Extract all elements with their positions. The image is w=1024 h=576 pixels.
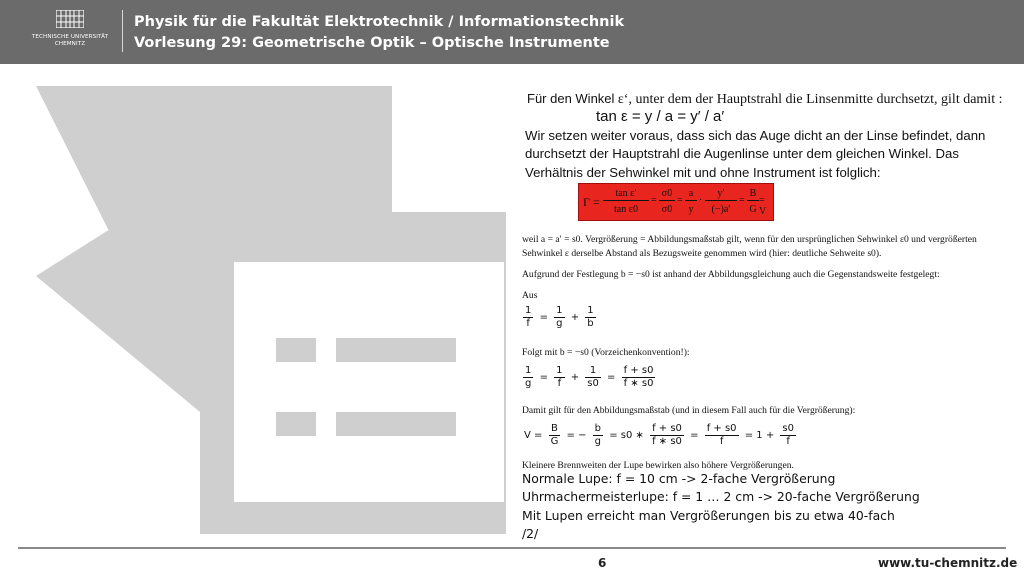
lens-equation bbox=[522, 305, 597, 330]
eq1-b-num: 1 bbox=[587, 305, 594, 316]
box-dot: · bbox=[699, 195, 703, 206]
eq1-l-num: 1 bbox=[525, 305, 532, 316]
eq1-eq: = bbox=[539, 312, 548, 323]
eq1-a-num: 1 bbox=[556, 305, 563, 316]
eq3-a-num: B bbox=[549, 423, 561, 436]
tan-equation: tan ε = y / a = y′ / a′ bbox=[596, 108, 725, 125]
eq1-b-den: b bbox=[587, 318, 594, 329]
box-f3-den: y bbox=[688, 204, 694, 215]
box-f1-den: tan ε0 bbox=[614, 204, 638, 215]
summary-line-3: Mit Lupen erreicht man Vergrößerungen bis zu etwa 40-fach bbox=[522, 507, 895, 523]
university-name bbox=[24, 34, 116, 48]
main-paragraph: Wir setzen weiter voraus, dass sich das Auge dicht an der Linse befindet, dann durchsetzt der Hauptstrahl die Augenlinse unter dem gleichen Winkel. Das Verhältnis der Sehwinkel mit und ohne Instrument ist folglich: bbox=[525, 128, 986, 180]
intro-text bbox=[527, 90, 1005, 109]
eq2-a-num: 1 bbox=[556, 365, 563, 376]
gamma-label: Γ = bbox=[583, 195, 600, 209]
decorative-placeholder-graphic bbox=[0, 64, 512, 534]
page-number: 6 bbox=[598, 556, 607, 570]
box-f2-den: σ0 bbox=[661, 204, 673, 215]
university-line2: CHEMNITZ bbox=[54, 41, 86, 47]
summary-line-2: Uhrmachermeisterlupe: f = 1 … 2 cm -> 20-fache Vergrößerung bbox=[522, 489, 920, 505]
eq2-eq: = bbox=[539, 372, 548, 383]
weil-text: weil a = a′ = s0. Vergrößerung = Abbildungsmaßstab gilt, wenn für den ursprünglichen Sehwinkel ε0 und vergrößerten Sehwinkel ε derselbe Abstand als Bezugsweite genommen wird (hier: deutliche Sehweite s0). bbox=[522, 234, 977, 259]
course-title: Physik für die Fakultät Elektrotechnik / Informationstechnik bbox=[134, 14, 625, 30]
eq2-plus: + bbox=[570, 372, 580, 383]
header-bar bbox=[0, 0, 1024, 64]
eq2-c-den: f ∗ s0 bbox=[623, 378, 654, 389]
box-eq2: = bbox=[677, 195, 683, 206]
folgt-text: Folgt mit b = −s0 (Vorzeichenkonvention!): bbox=[522, 347, 690, 358]
magnification-formula-box bbox=[578, 183, 774, 221]
eq1-plus: + bbox=[570, 312, 580, 323]
footer-divider bbox=[18, 547, 1006, 549]
damit-text: Damit gilt für den Abbildungsmaßstab (und in diesem Fall auch für die Vergrößerung): bbox=[522, 405, 856, 416]
frame-inner bbox=[234, 262, 504, 502]
box-f5-den: G bbox=[749, 204, 757, 215]
eq3-b-num: b bbox=[594, 423, 602, 434]
box-eq1: = bbox=[651, 195, 657, 206]
summary-block bbox=[522, 470, 1004, 544]
eq3-mid: = − bbox=[566, 430, 587, 441]
eq3-lhs: V = bbox=[524, 430, 543, 441]
footer-url: www.tu-chemnitz.de bbox=[878, 556, 1018, 570]
box-f3-num: a bbox=[685, 187, 697, 201]
university-building-icon bbox=[56, 10, 84, 28]
eq2-l-num: 1 bbox=[525, 365, 532, 376]
placeholder-square-1 bbox=[276, 338, 316, 362]
eq3-mid2: = s0 ∗ bbox=[609, 430, 644, 441]
eq3-a-den: G bbox=[550, 436, 559, 447]
eq3-b-den: g bbox=[594, 436, 602, 447]
placeholder-bar-2 bbox=[336, 412, 456, 436]
lecture-title: Vorlesung 29: Geometrische Optik – Optische Instrumente bbox=[134, 35, 610, 51]
summary-line-1: Normale Lupe: f = 10 cm -> 2-fache Vergrößerung bbox=[522, 471, 836, 486]
placeholder-square-2 bbox=[276, 412, 316, 436]
header-divider bbox=[122, 10, 123, 52]
eq3-d-num: f + s0 bbox=[706, 423, 737, 434]
eq3-c-den: f ∗ s0 bbox=[652, 436, 682, 447]
eq3-eq: = bbox=[690, 430, 699, 441]
festlegung-text: Aufgrund der Festlegung b = −s0 ist anhand der Abbildungsgleichung auch die Gegenstandsweite festgelegt: bbox=[522, 269, 940, 280]
box-eq3: = bbox=[739, 195, 745, 206]
eq1-a-den: g bbox=[556, 318, 563, 329]
eq1-l-den: f bbox=[526, 318, 530, 329]
kleinere-text: Kleinere Brennweiten der Lupe bewirken also höhere Vergrößerungen. bbox=[522, 460, 794, 471]
eq2-b-den: s0 bbox=[587, 378, 599, 389]
eq3-e-num: s0 bbox=[782, 423, 794, 434]
summary-line-4: /2/ bbox=[522, 526, 539, 542]
eq2-b-num: 1 bbox=[585, 365, 601, 378]
eq2-l-den: g bbox=[525, 378, 532, 389]
magnification-equation bbox=[522, 423, 797, 448]
box-f5-num: B bbox=[747, 187, 759, 201]
eq3-end: = 1 + bbox=[744, 430, 775, 441]
box-f4-den: (−)a′ bbox=[711, 204, 731, 215]
box-v: = V bbox=[759, 195, 767, 217]
eq2-eq2: = bbox=[607, 372, 616, 383]
intro-serif: ε‘, unter dem der Hauptstrahl die Linsenmitte durchsetzt, gilt damit : bbox=[614, 92, 1003, 107]
intro-sans: Für den Winkel bbox=[527, 91, 615, 106]
box-f1-num: tan ε′ bbox=[603, 187, 649, 201]
university-line1: TECHNISCHE UNIVERSITÄT bbox=[31, 34, 109, 40]
eq3-c-num: f + s0 bbox=[652, 423, 682, 434]
box-f4-num: y′ bbox=[705, 187, 737, 201]
aus-text: Aus bbox=[522, 290, 538, 301]
box-f2-num: σ0 bbox=[659, 187, 675, 201]
object-distance-equation bbox=[522, 365, 656, 390]
placeholder-bar-1 bbox=[336, 338, 456, 362]
eq3-d-den: f bbox=[719, 436, 724, 447]
eq2-a-den: f bbox=[557, 378, 562, 389]
university-logo bbox=[24, 8, 120, 58]
eq2-c-num: f + s0 bbox=[623, 365, 654, 376]
eq3-e-den: f bbox=[786, 436, 790, 447]
